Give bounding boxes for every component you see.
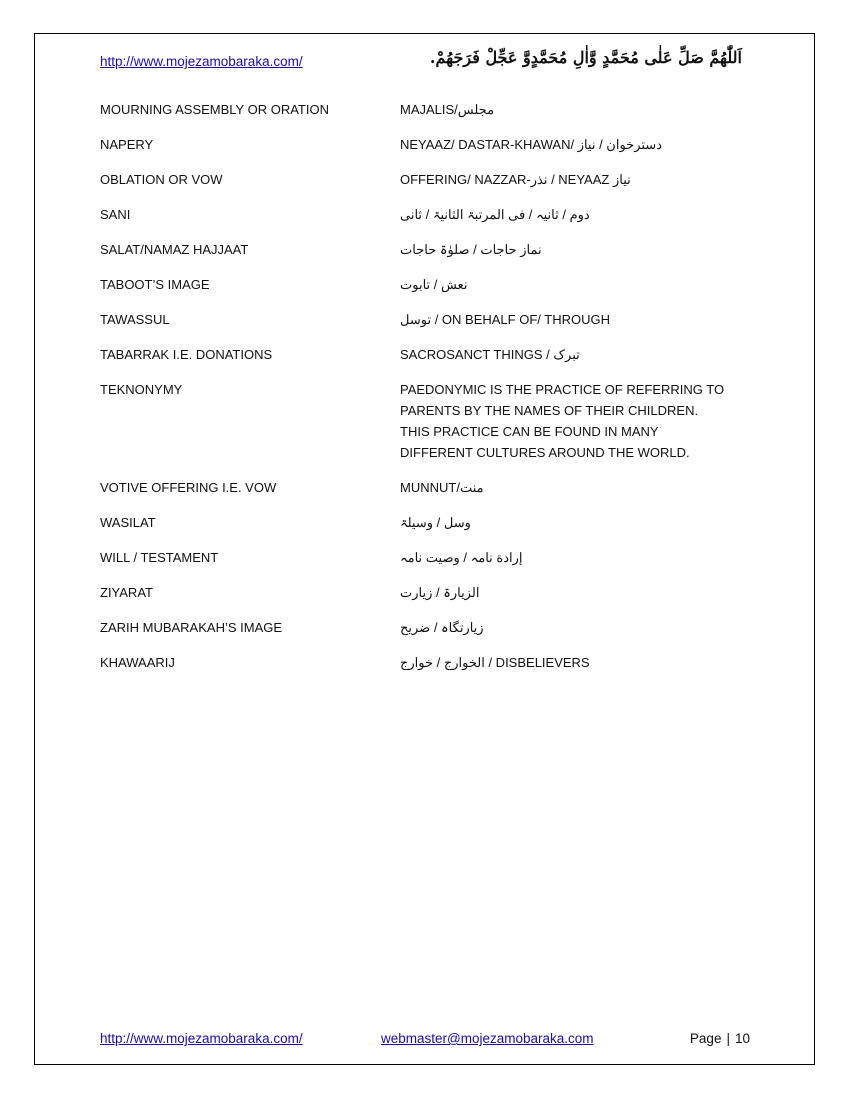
page-label: Page xyxy=(689,1031,722,1046)
glossary-definition: توسل / ON BEHALF OF/ THROUGH xyxy=(400,312,610,327)
glossary-row xyxy=(100,344,750,365)
glossary-row xyxy=(100,652,750,673)
header-salawat: اَللّٰهُمَّ صَلِّ عَلٰى مُحَمَّدٍ وَّاٰلِ مُحَمَّدٍوَّ عَجِّلْ فَرَجَهُمْ. xyxy=(429,48,742,67)
glossary-row xyxy=(100,582,750,603)
glossary-term: MOURNING ASSEMBLY OR ORATION xyxy=(100,102,329,117)
glossary-row xyxy=(100,547,750,568)
glossary-term: TAWASSUL xyxy=(100,312,170,327)
glossary-term: WASILAT xyxy=(100,515,156,530)
glossary-term: KHAWAARIJ xyxy=(100,655,175,670)
glossary-row xyxy=(100,512,750,533)
glossary-term: SANI xyxy=(100,207,131,222)
glossary-definition: زیارتگاہ / ضریح xyxy=(400,620,484,635)
glossary-row xyxy=(100,309,750,330)
glossary-term: OBLATION OR VOW xyxy=(100,172,223,187)
glossary-definition: SACROSANCT THINGS / تبرک xyxy=(400,347,580,362)
glossary-row xyxy=(100,617,750,638)
glossary-term: TABARRAK I.E. DONATIONS xyxy=(100,347,273,362)
glossary-list xyxy=(100,99,750,687)
glossary-definition: MUNNUT/منت xyxy=(400,480,484,495)
glossary-definition: نماز حاجات / صلوٰۃ حاجات xyxy=(400,242,542,257)
glossary-term: ZARIH MUBARAKAH’S IMAGE xyxy=(100,620,283,635)
page-footer xyxy=(100,1031,750,1051)
glossary-row xyxy=(100,274,750,295)
glossary-row xyxy=(100,204,750,225)
glossary-definition: MAJALIS/مجلس xyxy=(400,102,495,117)
footer-website-link[interactable]: http://www.mojezamobaraka.com/ xyxy=(100,1031,303,1046)
glossary-row xyxy=(100,477,750,498)
page-number-value: 10 xyxy=(734,1031,750,1046)
page-header xyxy=(100,48,750,74)
glossary-definition: نعش / تابوت xyxy=(400,277,468,292)
glossary-term: VOTIVE OFFERING I.E. VOW xyxy=(100,480,277,495)
glossary-definition: دوم / ثانیہ / فی المرتبۃ الثانیۃ / ثانی xyxy=(400,207,590,222)
glossary-term: ZIYARAT xyxy=(100,585,153,600)
glossary-row xyxy=(100,99,750,120)
glossary-definition: OFFERING/ NAZZAR-نذر / NEYAAZ نیاز xyxy=(400,172,631,187)
glossary-term: TABOOT’S IMAGE xyxy=(100,277,210,292)
header-website-link[interactable]: http://www.mojezamobaraka.com/ xyxy=(100,54,303,69)
glossary-definition: NEYAAZ/ DASTAR-KHAWAN/ دسترخوان / نیاز xyxy=(400,137,662,152)
glossary-term: SALAT/NAMAZ HAJJAAT xyxy=(100,242,249,257)
glossary-definition: وسل / وسیلۃ xyxy=(400,515,471,530)
glossary-definition: الخوارج / خوارج / DISBELIEVERS xyxy=(400,655,590,670)
glossary-row xyxy=(100,239,750,260)
glossary-term: TEKNONYMY xyxy=(100,382,183,397)
glossary-definition: PAEDONYMIC IS THE PRACTICE OF REFERRING TO PARENTS BY THE NAMES OF THEIR CHILDREN. THIS PRACTICE CAN BE FOUND IN MANY DIFFERENT CULTURES AROUND THE WORLD. xyxy=(400,382,725,460)
glossary-definition: الزیارۃ / زیارت xyxy=(400,585,480,600)
glossary-term: NAPERY xyxy=(100,137,154,152)
glossary-row xyxy=(100,134,750,155)
page-number xyxy=(690,1031,750,1046)
glossary-row xyxy=(100,169,750,190)
page-separator: | xyxy=(726,1031,730,1046)
footer-email-link[interactable]: webmaster@mojezamobaraka.com xyxy=(381,1031,594,1046)
glossary-row xyxy=(100,379,750,463)
glossary-definition: إرادة نامہ / وصیت نامہ xyxy=(400,550,523,565)
glossary-term: WILL / TESTAMENT xyxy=(100,550,219,565)
